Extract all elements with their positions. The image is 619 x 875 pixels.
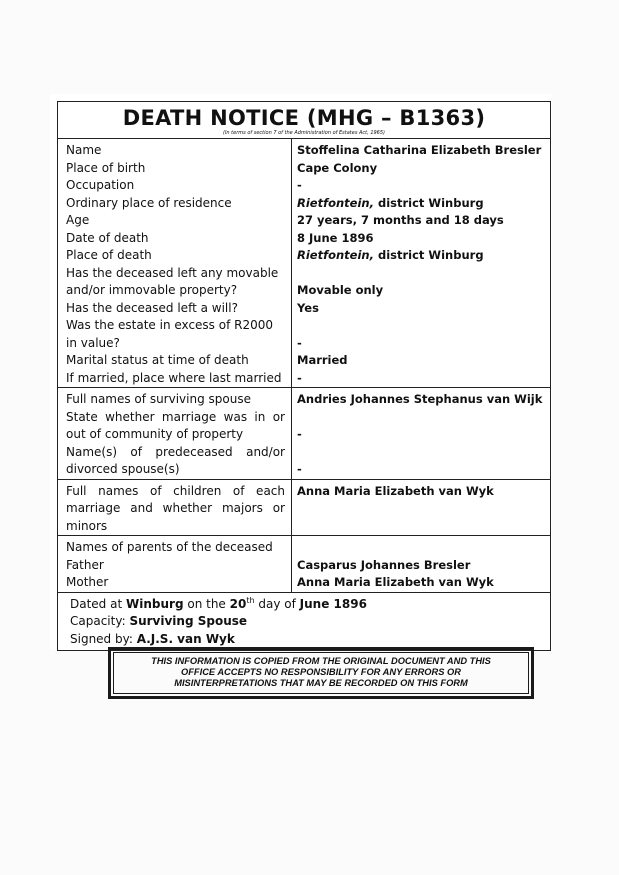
personal-details-section (58, 138, 550, 387)
children-label-line2: marriage and whether majors or (66, 501, 285, 515)
disclaimer-line-3: MISINTERPRETATIONS THAT MAY BE RECORDED ON THIS FORM (174, 678, 468, 688)
age-value: 27 years, 7 months and 18 days (297, 213, 504, 227)
community-label-line2: out of community of property (66, 427, 244, 441)
spouse-section (58, 387, 550, 479)
estate-excess-label-line2: in value? (66, 335, 120, 350)
last-married-place-label: If married, place where last married (66, 370, 282, 385)
will-value: Yes (297, 300, 319, 315)
capacity-line (70, 613, 542, 631)
spacer (297, 444, 544, 462)
spacer (297, 317, 544, 335)
spouse-names-value: Andries Johannes Stephanus van Wijk (297, 392, 543, 406)
will-label: Has the deceased left a will? (66, 300, 238, 315)
predeceased-label-line2: divorced spouse(s) (66, 462, 180, 476)
father-value: Casparus Johannes Bresler (297, 557, 471, 572)
property-label-line2: and/or immovable property? (66, 283, 238, 297)
residence-value (297, 195, 544, 213)
mother-label: Mother (66, 575, 109, 589)
date-of-death-label: Date of death (66, 230, 149, 245)
occupation-value: - (297, 178, 302, 192)
community-value: - (297, 427, 302, 441)
dated-day: 20 (229, 596, 247, 611)
community-label-line1: State whether marriage was in or (66, 409, 285, 424)
place-of-death-district: district Winburg (373, 248, 484, 262)
children-section (58, 479, 550, 536)
disclaimer-text (113, 652, 529, 694)
disclaimer-line-2: OFFICE ACCEPTS NO RESPONSIBILITY FOR ANY ERRORS OR (181, 667, 461, 677)
dated-month-year: June 1896 (299, 596, 367, 611)
residence-district: district Winburg (373, 195, 484, 210)
document-subtitle: (In terms of section 7 of the Administration of Estates Act, 1965) (223, 130, 385, 136)
spouse-names-label: Full names of surviving spouse (66, 392, 251, 406)
name-value: Stoffelina Catharina Elizabeth Bresler (297, 143, 542, 157)
children-value: Anna Maria Elizabeth van Wyk (297, 483, 494, 498)
document-title: DEATH NOTICE (MHG – B1363) (122, 106, 486, 130)
spacer (297, 409, 544, 427)
occupation-label: Occupation (66, 178, 135, 192)
spouse-labels (58, 388, 292, 479)
predeceased-label-line1: Name(s) of predeceased and/or (66, 444, 285, 459)
parents-label: Names of parents of the deceased (66, 540, 273, 554)
children-label-line1: Full names of children of each (66, 483, 285, 498)
marital-status-value: Married (297, 353, 348, 367)
parents-labels (58, 536, 292, 592)
date-of-death-value: 8 June 1896 (297, 230, 374, 245)
place-of-death-label: Place of death (66, 248, 152, 262)
spacer (297, 265, 544, 283)
spacer (297, 539, 544, 557)
personal-details-labels (58, 139, 292, 387)
birthplace-value: Cape Colony (297, 160, 378, 175)
dated-on: on the (183, 596, 230, 611)
children-label-line3: minors (66, 518, 108, 533)
children-values (292, 480, 550, 536)
dated-mid: day of (254, 596, 300, 611)
capacity-label: Capacity: (70, 614, 130, 628)
parents-section (58, 535, 550, 592)
dated-prefix: Dated at (70, 596, 126, 611)
estate-excess-value: - (297, 335, 302, 350)
father-label: Father (66, 557, 104, 572)
personal-details-values (292, 139, 550, 387)
property-value: Movable only (297, 283, 384, 297)
residence-farm-name: Rietfontein, (297, 195, 374, 210)
dated-day-suffix: th (246, 595, 255, 605)
signed-value: A.J.S. van Wyk (136, 631, 235, 646)
disclaimer-line-1: THIS INFORMATION IS COPIED FROM THE ORIGINAL DOCUMENT AND THIS (151, 656, 491, 666)
place-of-death-farm-name: Rietfontein, (297, 248, 374, 262)
birthplace-label: Place of birth (66, 160, 146, 175)
dated-place: Winburg (126, 596, 184, 611)
capacity-value: Surviving Spouse (129, 614, 248, 628)
dated-line (70, 596, 542, 614)
marital-status-label: Marital status at time of death (66, 353, 249, 367)
residence-label: Ordinary place of residence (66, 195, 232, 210)
mother-value: Anna Maria Elizabeth van Wyk (297, 575, 494, 589)
estate-excess-label-line1: Was the estate in excess of R2000 (66, 318, 273, 332)
last-married-place-value: - (297, 370, 302, 385)
disclaimer-box (108, 647, 534, 699)
predeceased-value: - (297, 462, 302, 476)
signature-section (58, 592, 550, 651)
spouse-values (292, 388, 550, 479)
death-notice-form (57, 101, 551, 651)
signed-line (70, 631, 542, 649)
age-label: Age (66, 213, 90, 227)
place-of-death-value (297, 247, 544, 265)
property-label-line1: Has the deceased left any movable (66, 265, 279, 280)
parents-values (292, 536, 550, 592)
signed-label: Signed by: (70, 631, 137, 646)
children-labels (58, 480, 292, 536)
name-label: Name (66, 143, 102, 157)
